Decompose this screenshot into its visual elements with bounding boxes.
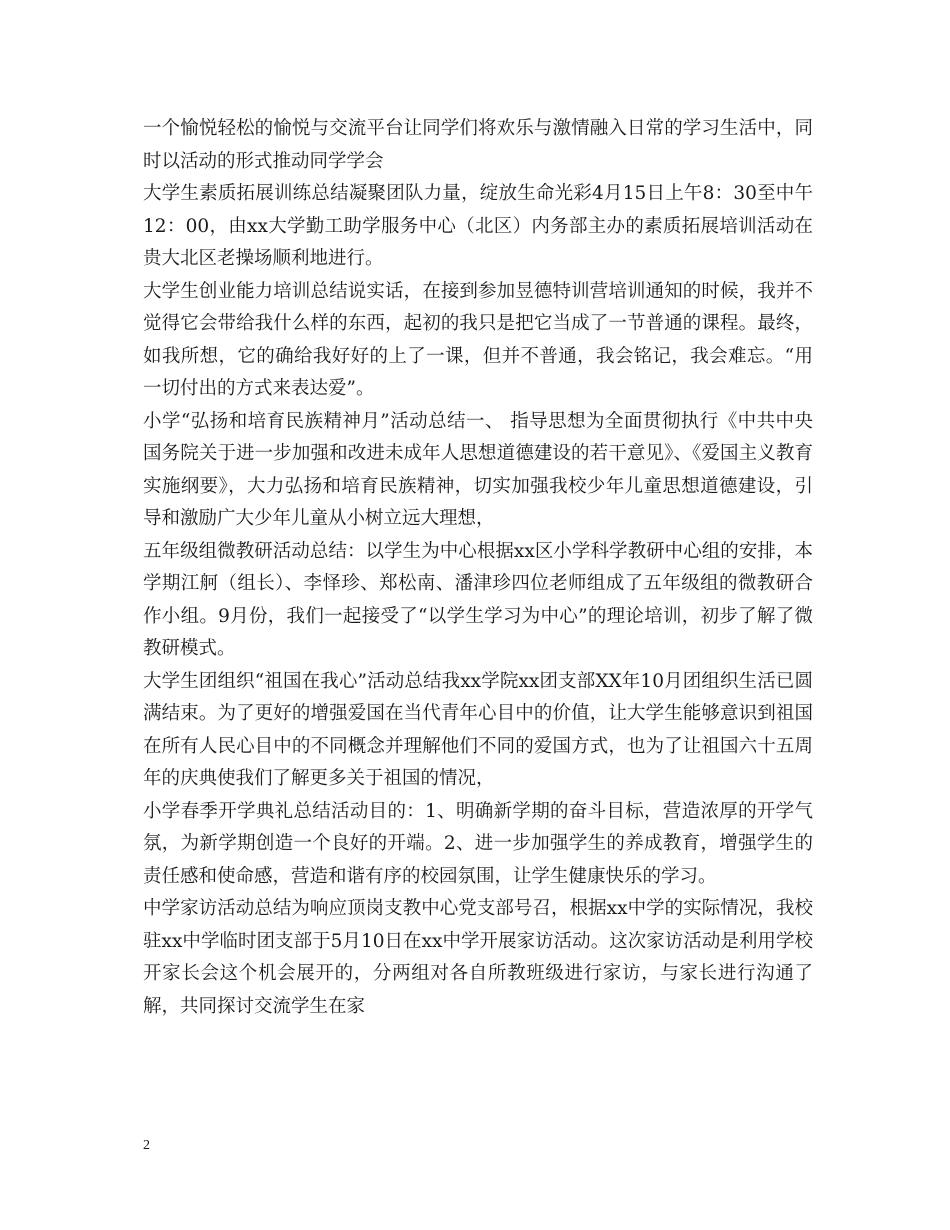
paragraph-5: 五年级组微教研活动总结：以学生为中心根据xx区小学科学教研中心组的安排，本学期江舸（组长）、李怿珍、郑松南、潘津珍四位老师组成了五年级组的微教研合作小组。9月份，我们一起接受了“以学生学习为中心”的理论培训，初步了解了微教研模式。	[143, 540, 813, 659]
paragraph-7: 小学春季开学典礼总结活动目的：1、明确新学期的奋斗目标，营造浓厚的开学气氛，为新学期创造一个良好的开端。2、进一步加强学生的养成教育，增强学生的责任感和使命感，营造和谐有序的校园氛围，让学生健康快乐的学习。	[143, 800, 813, 887]
paragraph-1: 一个愉悦轻松的愉悦与交流平台让同学们将欢乐与激情融入日常的学习生活中，同时以活动的形式推动同学学会	[143, 118, 813, 172]
document-body	[143, 113, 813, 1023]
paragraph-2: 大学生素质拓展训练总结凝聚团队力量，绽放生命光彩4月15日上午8：30至中午12：00，由xx大学勤工助学服务中心（北区）内务部主办的素质拓展培训活动在贵大北区老操场顺利地进行。	[143, 183, 813, 269]
paragraph-4: 小学“弘扬和培育民族精神月”活动总结一、 指导思想为全面贯彻执行《中共中央国务院关于进一步加强和改进未成年人思想道德建设的若干意见》、《爱国主义教育实施纲要》，大力弘扬和培育民族精神，切实加强我校少年儿童思想道德建设，引导和激励广大少年儿童从小树立远大理想，	[143, 410, 813, 529]
paragraph-3: 大学生创业能力培训总结说实话，在接到参加昱德特训营培训通知的时候，我并不觉得它会带给我什么样的东西，起初的我只是把它当成了一节普通的课程。最终，如我所想，它的确给我好好的上了一课，但并不普通，我会铭记，我会难忘。“用一切付出的方式来表达爱”。	[143, 280, 813, 399]
page-number: 2	[143, 1138, 150, 1153]
paragraph-6: 大学生团组织“祖国在我心”活动总结我xx学院xx团支部XX年10月团组织生活已圆满结束。为了更好的增强爱国在当代青年心目中的价值，让大学生能够意识到祖国在所有人民心目中的不同概念并理解他们不同的爱国方式，也为了让祖国六十五周年的庆典使我们了解更多关于祖国的情况，	[143, 670, 813, 789]
paragraph-8: 中学家访活动总结为响应顶岗支教中心党支部号召，根据xx中学的实际情况，我校驻xx中学临时团支部于5月10日在xx中学开展家访活动。这次家访活动是利用学校开家长会这个机会展开的，分两组对各自所教班级进行家访，与家长进行沟通了解，共同探讨交流学生在家	[143, 898, 813, 1017]
